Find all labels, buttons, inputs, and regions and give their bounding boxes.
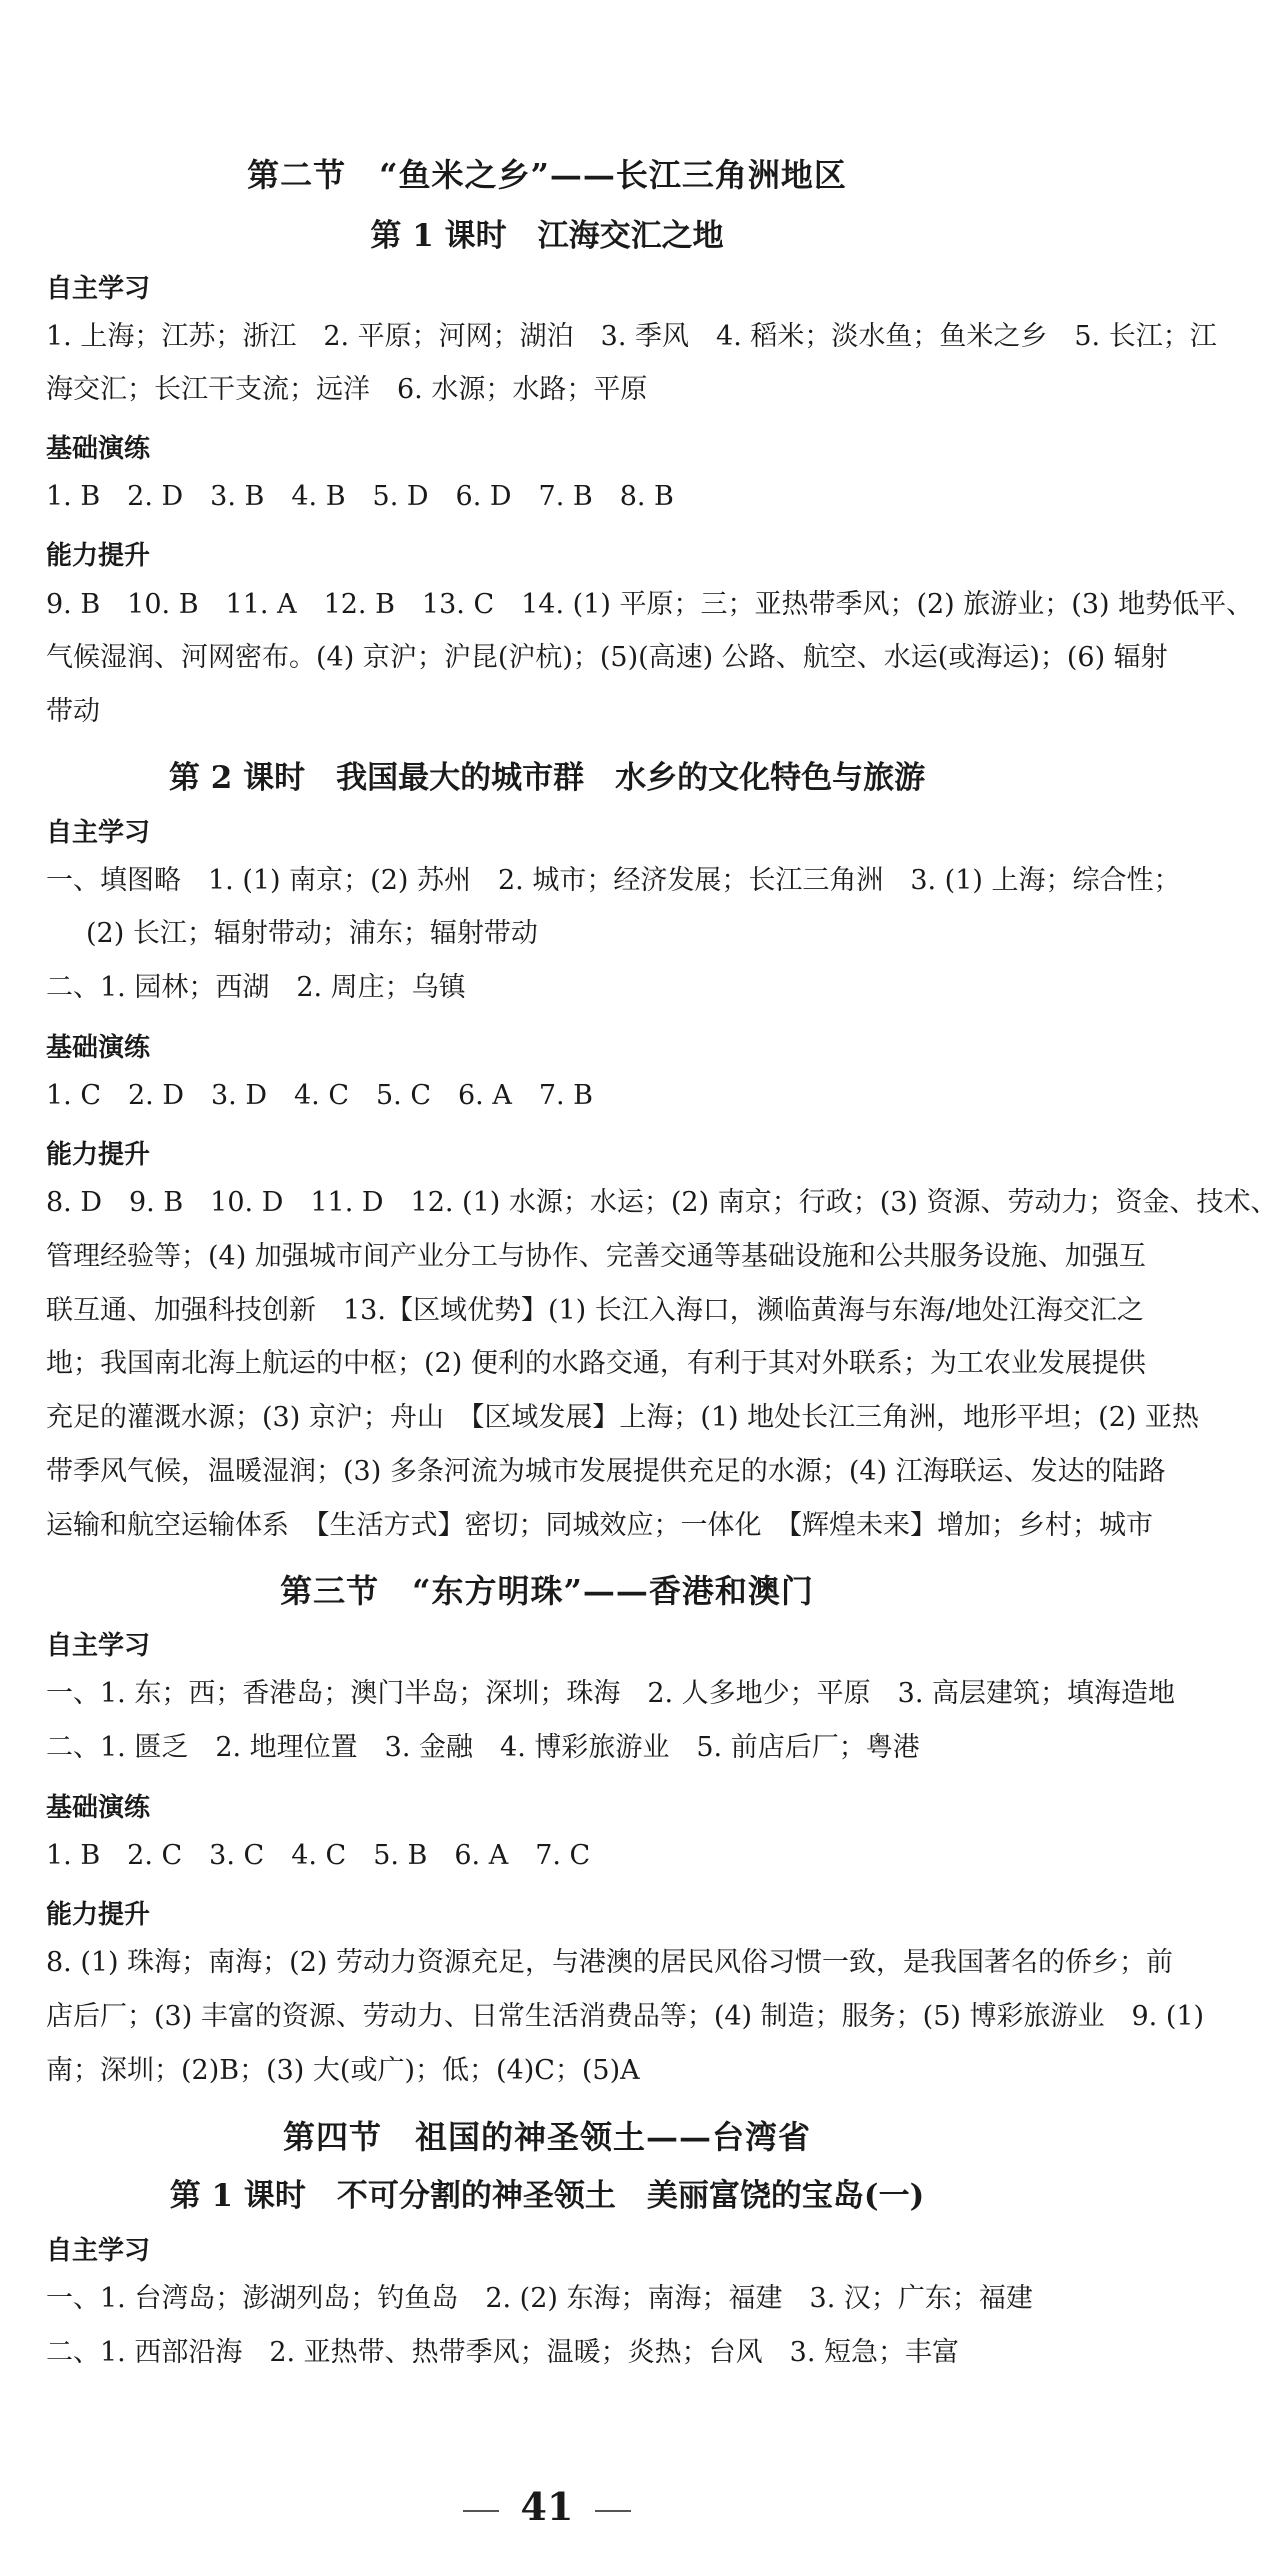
self-study-label: 自主学习	[46, 274, 151, 304]
answer-line: 地；我国南北海上航运的中枢；(2) 便利的水路交通，有利于其对外联系；为工农业发展提供	[46, 1348, 1146, 1379]
answer-line: 二、1. 匮乏 2. 地理位置 3. 金融 4. 博彩旅游业 5. 前店后厂；粤港	[46, 1732, 920, 1763]
answer-line: 一、1. 台湾岛；澎湖列岛；钓鱼岛 2. (2) 东海；南海；福建 3. 汉；广东；福建	[46, 2283, 1033, 2314]
answer-line: 8. (1) 珠海；南海；(2) 劳动力资源充足，与港澳的居民风俗习惯一致，是我国著名的侨乡；前	[46, 1947, 1173, 1978]
self-study-label: 自主学习	[46, 1631, 151, 1661]
answer-line: 9. B 10. B 11. A 12. B 13. C 14. (1) 平原；三；亚热带季风；(2) 旅游业；(3) 地势低平、	[46, 589, 1254, 620]
answer-line: 1. B 2. C 3. C 4. C 5. B 6. A 7. C	[46, 1840, 591, 1871]
basic-practice-label: 基础演练	[46, 1033, 151, 1063]
self-study-label: 自主学习	[46, 818, 151, 848]
answer-line: 管理经验等；(4) 加强城市间产业分工与协作、完善交通等基础设施和公共服务设施、加强互	[46, 1241, 1146, 1272]
page-number-dash-right	[595, 2510, 631, 2512]
answer-line: 海交汇；长江干支流；远洋 6. 水源；水路；平原	[46, 374, 648, 405]
answer-line: 带动	[46, 696, 100, 727]
lesson-1-title: 第 1 课时 江海交汇之地	[370, 218, 724, 254]
section-3-title: 第三节 “东方明珠”——香港和澳门	[280, 1572, 814, 1610]
self-study-label: 自主学习	[46, 2236, 151, 2266]
answer-line: 店后厂；(3) 丰富的资源、劳动力、日常生活消费品等；(4) 制造；服务；(5) 博彩旅游业 9. (1)	[46, 2001, 1205, 2032]
basic-practice-label: 基础演练	[46, 434, 151, 464]
answer-line: 运输和航空运输体系 【生活方式】密切；同城效应；一体化 【辉煌未来】增加；乡村；城市	[46, 1510, 1153, 1541]
ability-label: 能力提升	[46, 1900, 151, 1930]
answer-line: 1. B 2. D 3. B 4. B 5. D 6. D 7. B 8. B	[46, 481, 674, 512]
answer-line: 8. D 9. B 10. D 11. D 12. (1) 水源；水运；(2) 南京；行政；(3) 资源、劳动力；资金、技术、	[46, 1187, 1278, 1218]
answer-line: 二、1. 园林；西湖 2. 周庄；乌镇	[46, 972, 466, 1003]
lesson-2-title: 第 2 课时 我国最大的城市群 水乡的文化特色与旅游	[168, 760, 926, 796]
ability-label: 能力提升	[46, 1140, 151, 1170]
ability-label: 能力提升	[46, 541, 151, 571]
answer-line: 1. 上海；江苏；浙江 2. 平原；河网；湖泊 3. 季风 4. 稻米；淡水鱼；鱼米之乡 5. 长江；江	[46, 321, 1217, 352]
answer-line: 联互通、加强科技创新 13.【区域优势】(1) 长江入海口，濒临黄海与东海/地处江海交汇之	[46, 1295, 1144, 1326]
answer-line: 一、1. 东；西；香港岛；澳门半岛；深圳；珠海 2. 人多地少；平原 3. 高层建筑；填海造地	[46, 1678, 1176, 1709]
answer-line: 南；深圳；(2)B；(3) 大(或广)；低；(4)C；(5)A	[46, 2055, 640, 2086]
page-number	[0, 2484, 1094, 2529]
basic-practice-label: 基础演练	[46, 1793, 151, 1823]
answer-line: 一、填图略 1. (1) 南京；(2) 苏州 2. 城市；经济发展；长江三角洲 3. (1) 上海；综合性；	[46, 865, 1181, 896]
section-2-title: 第二节 “鱼米之乡”——长江三角洲地区	[247, 156, 847, 194]
page-number-text: 41	[520, 2484, 574, 2529]
answer-line: 充足的灌溉水源；(3) 京沪；舟山 【区域发展】上海；(1) 地处长江三角洲，地形平坦；(2) 亚热	[46, 1402, 1199, 1433]
answer-line: 带季风气候，温暖湿润；(3) 多条河流为城市发展提供充足的水源；(4) 江海联运、发达的陆路	[46, 1456, 1166, 1487]
answer-line: 气候湿润、河网密布。(4) 京沪；沪昆(沪杭)；(5)(高速) 公路、航空、水运(或海运)；(6) 辐射	[46, 642, 1168, 673]
lesson-1-title: 第 1 课时 不可分割的神圣领土 美丽富饶的宝岛(一)	[169, 2178, 925, 2214]
section-4-title: 第四节 祖国的神圣领土——台湾省	[282, 2118, 811, 2156]
page-number-dash-left	[463, 2510, 499, 2512]
answer-line: 二、1. 西部沿海 2. 亚热带、热带季风；温暖；炎热；台风 3. 短急；丰富	[46, 2337, 960, 2368]
answer-line: 1. C 2. D 3. D 4. C 5. C 6. A 7. B	[46, 1080, 594, 1111]
answer-line: (2) 长江；辐射带动；浦东；辐射带动	[86, 918, 538, 949]
